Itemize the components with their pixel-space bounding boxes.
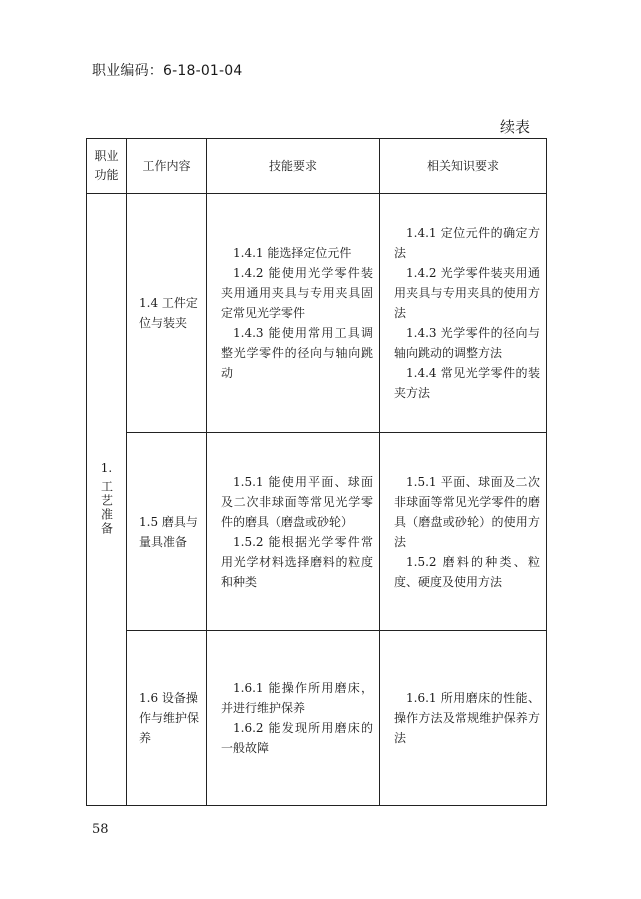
skill-item: 1.4.2 能使用光学零件装夹用通用夹具与专用夹具固定常见光学零件 — [221, 266, 373, 320]
header-function: 职业功能 — [87, 139, 127, 194]
skill-item: 1.5.2 能根据光学零件常用光学材料选择磨料的粒度和种类 — [221, 534, 373, 589]
knowledge-item: 1.5.2 磨料的种类、粒度、硬度及使用方法 — [394, 554, 540, 589]
skill-item: 1.5.1 能使用平面、球面及二次非球面等常见光学零件的磨具（磨盘或砂轮） — [221, 474, 373, 529]
skill-requirements-table — [86, 138, 547, 806]
table-row — [87, 433, 547, 631]
knowledge-item: 1.4.2 光学零件装夹用通用夹具与专用夹具的使用方法 — [394, 266, 540, 320]
skill-item: 1.4.1 能选择定位元件 — [233, 246, 352, 260]
header-skill: 技能要求 — [207, 139, 380, 194]
skill-item: 1.6.1 能操作所用磨床，并进行维护保养 — [221, 681, 373, 715]
continued-label: 续表 — [500, 118, 531, 136]
knowledge-item: 1.4.4 常见光学零件的装夹方法 — [394, 366, 540, 400]
function-number: 1. — [100, 460, 113, 475]
skill-cell — [207, 631, 380, 806]
knowledge-cell — [380, 194, 547, 433]
header-work: 工作内容 — [127, 139, 207, 194]
knowledge-item: 1.4.3 光学零件的径向与轴向跳动的调整方法 — [394, 326, 540, 360]
table-header-row — [87, 139, 547, 194]
work-content-cell: 1.6 设备操作与维护保养 — [127, 631, 207, 806]
header-knowledge: 相关知识要求 — [380, 139, 547, 194]
skill-item: 1.6.2 能发现所用磨床的一般故障 — [221, 721, 373, 755]
knowledge-cell — [380, 433, 547, 631]
table-row — [87, 194, 547, 433]
skill-cell — [207, 194, 380, 433]
work-content-cell: 1.5 磨具与量具准备 — [127, 433, 207, 631]
knowledge-item: 1.5.1 平面、球面及二次非球面等常见光学零件的磨具（磨盘或砂轮）的使用方法 — [394, 474, 540, 549]
knowledge-cell — [380, 631, 547, 806]
function-cell — [87, 194, 127, 806]
skill-cell — [207, 433, 380, 631]
knowledge-item: 1.6.1 所用磨床的性能、操作方法及常规维护保养方法 — [394, 691, 540, 745]
skill-item: 1.4.3 能使用常用工具调整光学零件的径向与轴向跳动 — [221, 326, 373, 380]
page-number: 58 — [92, 822, 109, 837]
function-name: 工艺准备 — [99, 479, 114, 536]
table-row — [87, 631, 547, 806]
work-content-cell: 1.4 工件定位与装夹 — [127, 194, 207, 433]
occupation-code: 职业编码：6-18-01-04 — [92, 63, 243, 79]
knowledge-item: 1.4.1 定位元件的确定方法 — [394, 226, 540, 260]
